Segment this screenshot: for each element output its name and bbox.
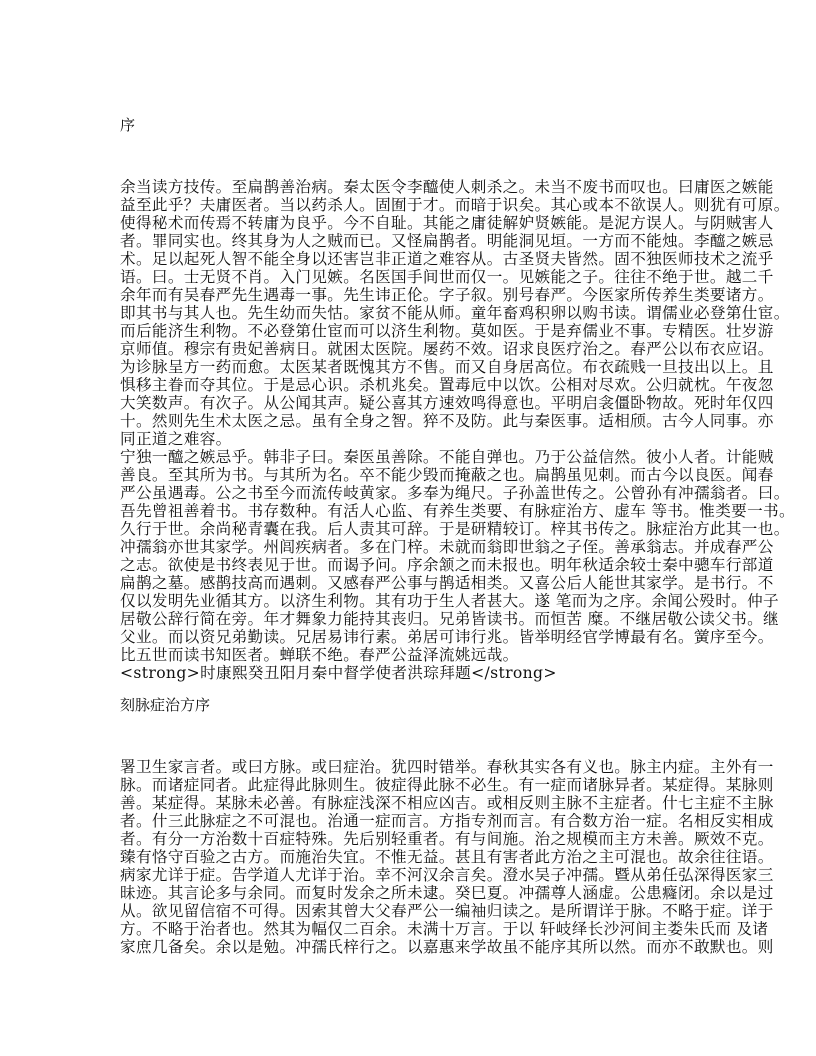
second-preface-title: 刻脉症治方序 bbox=[120, 696, 211, 714]
text-line: 者。有分一方治数十百症特殊。先后别轻重者。有与间施。治之规模而主方未善。厥效不克。 bbox=[120, 830, 774, 848]
text-line: 仅以发明先业循其方。以济生利物。其有功于生人者甚大。遂 笔而为之序。余闻公殁时。仲子 bbox=[120, 592, 780, 610]
text-line: 大笑数声。有次子。从公闻其声。疑公喜其方速效鸣得意也。平明启衾僵卧物故。死时年仅四 bbox=[120, 394, 774, 412]
text-line: 脉。而诸症同者。此症得此脉则生。彼症得此脉不必生。有一症而诸脉异者。某症得。某脉则 bbox=[120, 776, 774, 794]
text-line: 为诊脉呈方一药而愈。太医某者既愧其方不售。而又自身居高位。布衣疏贱一旦技出以上。且 bbox=[120, 358, 774, 376]
text-line: 善良。至其所为书。与其所为名。卒不能少毁而掩蔽之也。扁鹊虽见刺。而古今以良医。闻春 bbox=[120, 466, 774, 484]
text-line: 比五世而读书知医者。蝉联不绝。春严公益泽流姚远哉。 bbox=[120, 646, 519, 664]
text-line: 者。罪同实也。终其身为人之贼而已。又怪扁鹊者。明能洞见垣。一方而不能烛。李醯之嫉忌 bbox=[120, 232, 774, 250]
text-line: 臻有恪守百验之古方。而施治失宜。不惟无益。甚且有害者此方治之主可混也。故余往往语。 bbox=[120, 848, 774, 866]
text-line: 方。不略于治者也。然其为幅仅二百余。未满十万言。于以 轩岐绎长沙河间主娄朱氏而 及诸 bbox=[120, 920, 769, 938]
preface-paragraph-2 bbox=[120, 448, 795, 664]
text-line: 十。然则先生术太医之忌。虽有全身之智。猝不及防。此与秦医事。适相颀。古今人同事。亦 bbox=[120, 412, 774, 430]
text-line: 严公虽遇毒。公之书至今而流传岐黄家。多奉为绳尺。子孙盖世传之。公曾孙有冲孺翁者。曰。 bbox=[120, 484, 790, 502]
text-line: 余年而有吴春严先生遇毒一事。先生讳正伦。字子叙。别号春严。今医家所传养生类要诸方。 bbox=[120, 286, 774, 304]
text-line: 之志。欲使是书终表见于世。而谒予问。序余颔之而未报也。明年秋适余较士秦中骢车行部道 bbox=[120, 556, 774, 574]
text-line: 者。什三此脉症之不可混也。治通一症而言。方指专剂而言。有合数方治一症。名相反实相成 bbox=[120, 812, 774, 830]
text-line: 宁独一醯之嫉忌乎。韩非子曰。秦医虽善除。不能自弹也。乃于公益信然。彼小人者。计能贼 bbox=[120, 448, 774, 466]
preface-paragraph-1 bbox=[120, 178, 790, 448]
text-line: 余当读方技传。至扁鹊善治病。秦太医令李醯使人刺杀之。未当不废书而叹也。曰庸医之嫉能 bbox=[120, 178, 774, 196]
text-line: 同正道之难容。 bbox=[120, 430, 232, 448]
text-line: 居敬公辞行简在旁。年才舞象力能持其丧归。兄弟皆读书。而恒苦 糜。不继居敬公读父书。继 bbox=[120, 610, 780, 628]
text-line: 署卫生家言者。或曰方脉。或曰症治。犹四时错举。春秋其实各有义也。脉主内症。主外有一 bbox=[120, 758, 774, 776]
second-preface-body bbox=[120, 758, 774, 956]
text-line: 父业。而以资兄弟勤读。兄居易讳行素。弟居可讳行兆。皆举明经官学博最有名。黉序至今。 bbox=[120, 628, 774, 646]
text-line: 扁鹊之墓。感鹊技高而遇刺。又感春严公事与鹊适相类。又喜公后人能世其家学。是书行。不 bbox=[120, 574, 774, 592]
text-line: 吾先曾祖善着书。书存数种。有活人心监、有养生类要、有脉症治方、虚车 等书。惟类要一书。 bbox=[120, 502, 795, 520]
text-line: 家庶几备矣。余以是勉。冲孺氏梓行之。以嘉惠来学故虽不能序其所以然。而亦不敢默也。则 bbox=[120, 938, 774, 956]
text-line: 术。足以起死人智不能全身以还害岂非正道之难容从。古圣贤夫皆然。固不独医师技术之流乎 bbox=[120, 250, 774, 268]
text-line: 京师值。穆宗有贵妃善病日。就困太医院。屡药不效。诏求良医疗治之。春严公以布衣应诏。 bbox=[120, 340, 774, 358]
text-line: 惧移主眷而夺其位。于是忌心识。杀机兆矣。置毒卮中以饮。公相对尽欢。公归就枕。午夜忽 bbox=[120, 376, 774, 394]
preface-signature: <strong>时康熙癸丑阳月秦中督学使者洪琮拜题</strong> bbox=[120, 664, 557, 682]
text-line: 即其书与其人也。先生幼而失怙。家贫不能从师。童年畜鸡积卵以购书读。谓儒业必登第仕宦。 bbox=[120, 304, 790, 322]
text-line: 冲孺翁亦世其家学。州闾疾病者。多在门梓。未就而翁即世翁之子侄。善承翁志。并成春严公 bbox=[120, 538, 774, 556]
text-line: 善。某症得。某脉未必善。有脉症浅深不相应凶吉。或相反则主脉不主症者。什七主症不主脉 bbox=[120, 794, 774, 812]
text-line: 使得秘术而传焉不转庸为良乎。今不自耻。其能之庸徒解妒贤嫉能。是泥方误人。与阴贼害人 bbox=[120, 214, 774, 232]
preface-title: 序 bbox=[120, 116, 136, 134]
text-line: 益至此乎？夫庸医者。当以药杀人。固囿于才。而暗于识矣。其心或本不欲误人。则犹有可原。 bbox=[120, 196, 790, 214]
text-line: 语。曰。士无贤不肖。入门见嫉。名医国手间世而仅一。见嫉能之子。往往不绝于世。越二千 bbox=[120, 268, 774, 286]
preface-body bbox=[120, 178, 795, 682]
text-line: 病家尤详于症。告学道人尤详于治。幸不河汉余言矣。澄水吴子冲孺。暨从弟任弘深得医家三 bbox=[120, 866, 774, 884]
text-line: 久行于世。余尚秘青囊在我。后人责其可辞。于是研精较订。梓其书传之。脉症治方此其一也。 bbox=[120, 520, 790, 538]
text-line: 从。欲见留信宿不可得。因索其曾大父春严公一编袖归读之。是所谓详于脉。不略于症。详于 bbox=[120, 902, 774, 920]
text-line: 昧迹。其言论多与余同。而复时发余之所未逮。癸巳夏。冲孺尊人涵虚。公患癃闭。余以是过 bbox=[120, 884, 774, 902]
text-line: 而后能济生利物。不必登第仕宦而可以济生利物。莫如医。于是弃儒业不事。专精医。壮岁游 bbox=[120, 322, 774, 340]
